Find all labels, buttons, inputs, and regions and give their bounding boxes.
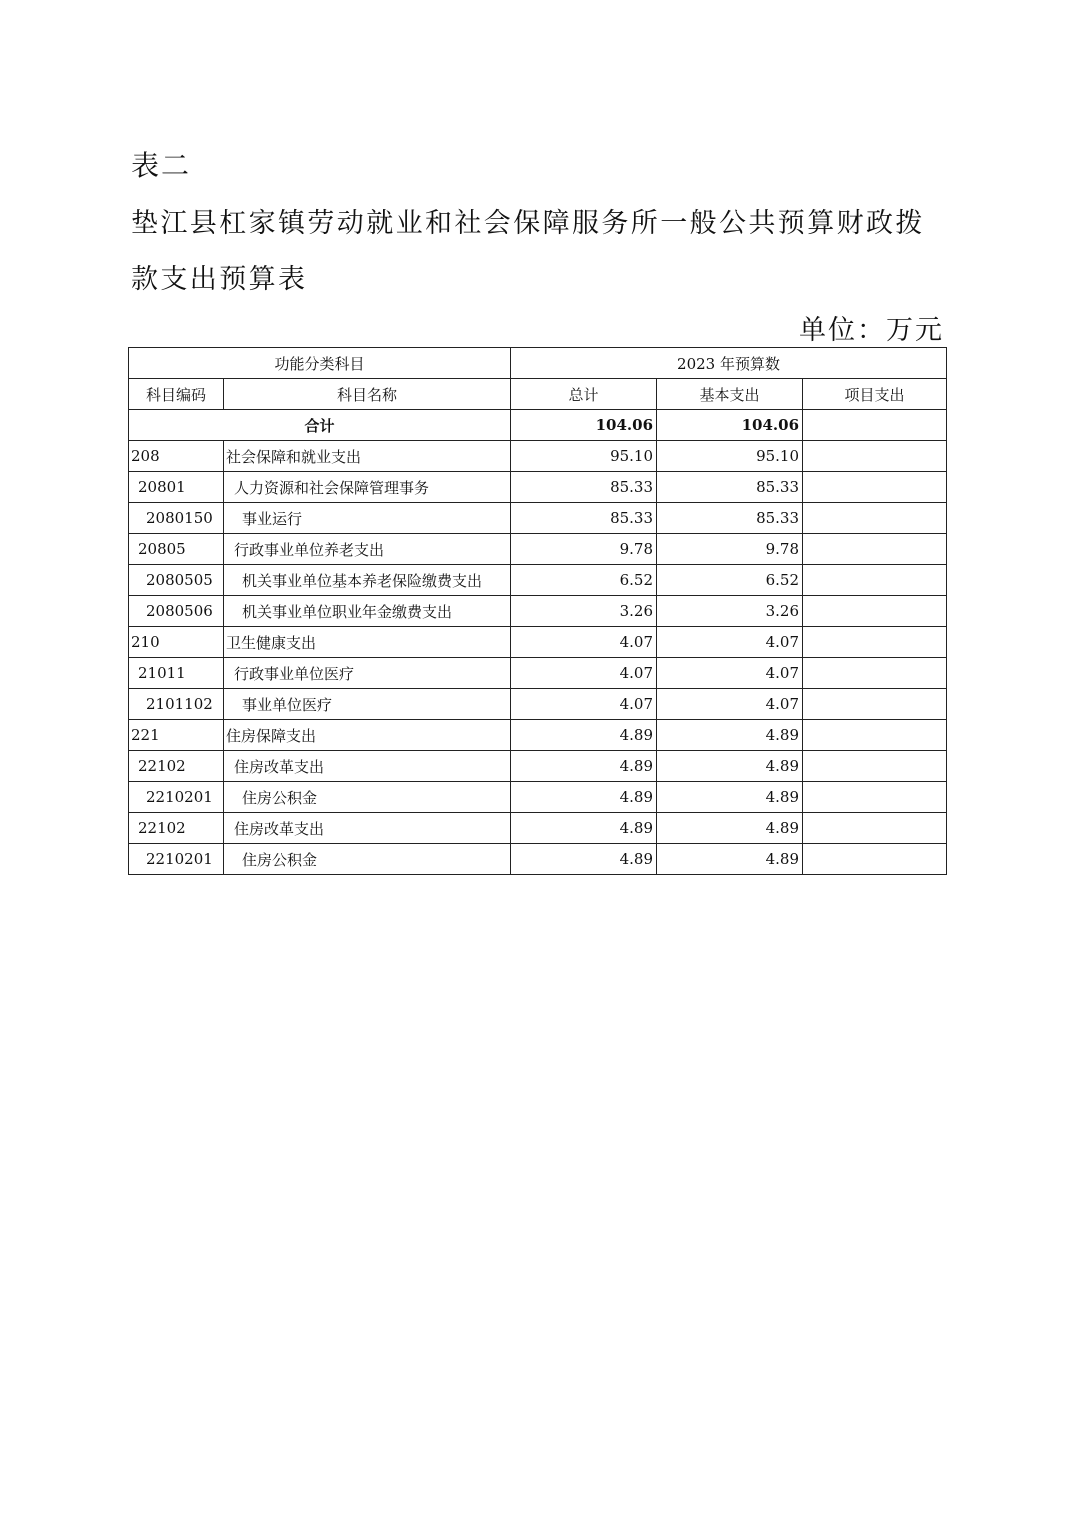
- row-name: 人力资源和社会保障管理事务: [224, 472, 511, 503]
- row-code: 2080506: [129, 596, 224, 627]
- table-label: 表二: [131, 149, 192, 182]
- row-total: 4.07: [511, 627, 657, 658]
- row-total: 4.89: [511, 844, 657, 875]
- row-basic: 4.07: [657, 627, 803, 658]
- row-total: 85.33: [511, 503, 657, 534]
- table-row: [129, 441, 947, 472]
- row-name: 行政事业单位医疗: [224, 658, 511, 689]
- header-basic: 基本支出: [657, 379, 803, 410]
- row-name: 机关事业单位职业年金缴费支出: [224, 596, 511, 627]
- row-basic: 4.89: [657, 782, 803, 813]
- row-project: [803, 751, 947, 782]
- row-project: [803, 596, 947, 627]
- sum-label: 合计: [129, 410, 511, 441]
- table-row: [129, 503, 947, 534]
- header-code: 科目编码: [129, 379, 224, 410]
- row-total: 4.89: [511, 720, 657, 751]
- row-code: 20805: [129, 534, 224, 565]
- unit-label: 单位：万元: [799, 315, 944, 346]
- row-project: [803, 627, 947, 658]
- row-name: 住房公积金: [224, 782, 511, 813]
- header-column-row: [129, 379, 947, 410]
- table-row: [129, 472, 947, 503]
- row-code: 221: [129, 720, 224, 751]
- row-project: [803, 720, 947, 751]
- row-name: 事业运行: [224, 503, 511, 534]
- sum-basic: 104.06: [657, 410, 803, 441]
- header-project: 项目支出: [803, 379, 947, 410]
- row-total: 3.26: [511, 596, 657, 627]
- table-row: [129, 782, 947, 813]
- row-basic: 9.78: [657, 534, 803, 565]
- row-total: 4.07: [511, 658, 657, 689]
- row-basic: 85.33: [657, 472, 803, 503]
- row-code: 2101102: [129, 689, 224, 720]
- header-function-category: 功能分类科目: [129, 348, 511, 379]
- row-basic: 4.89: [657, 751, 803, 782]
- sum-row: [129, 410, 947, 441]
- row-code: 210: [129, 627, 224, 658]
- row-total: 6.52: [511, 565, 657, 596]
- row-total: 4.89: [511, 782, 657, 813]
- row-basic: 3.26: [657, 596, 803, 627]
- table-row: [129, 813, 947, 844]
- sum-total: 104.06: [511, 410, 657, 441]
- row-total: 4.89: [511, 813, 657, 844]
- row-basic: 4.89: [657, 813, 803, 844]
- row-basic: 4.89: [657, 844, 803, 875]
- row-code: 22102: [129, 751, 224, 782]
- table-row: [129, 689, 947, 720]
- table-row: [129, 844, 947, 875]
- row-total: 95.10: [511, 441, 657, 472]
- row-basic: 4.07: [657, 658, 803, 689]
- row-project: [803, 658, 947, 689]
- row-project: [803, 534, 947, 565]
- row-name: 住房改革支出: [224, 813, 511, 844]
- page-title: 垫江县杠家镇劳动就业和社会保障服务所一般公共预算财政拨款支出预算表: [131, 208, 925, 295]
- table-row: [129, 720, 947, 751]
- row-basic: 4.07: [657, 689, 803, 720]
- header-budget-year: 2023 年预算数: [511, 348, 947, 379]
- row-total: 4.07: [511, 689, 657, 720]
- row-total: 85.33: [511, 472, 657, 503]
- header-total: 总计: [511, 379, 657, 410]
- row-total: 4.89: [511, 751, 657, 782]
- sum-project: [803, 410, 947, 441]
- row-name: 住房公积金: [224, 844, 511, 875]
- row-code: 21011: [129, 658, 224, 689]
- row-code: 208: [129, 441, 224, 472]
- row-project: [803, 689, 947, 720]
- row-code: 22102: [129, 813, 224, 844]
- row-project: [803, 503, 947, 534]
- row-name: 卫生健康支出: [224, 627, 511, 658]
- row-code: 20801: [129, 472, 224, 503]
- row-project: [803, 565, 947, 596]
- header-name: 科目名称: [224, 379, 511, 410]
- row-project: [803, 844, 947, 875]
- table-row: [129, 658, 947, 689]
- table-row: [129, 627, 947, 658]
- budget-table: [128, 347, 947, 875]
- row-project: [803, 813, 947, 844]
- table-row: [129, 534, 947, 565]
- row-name: 行政事业单位养老支出: [224, 534, 511, 565]
- table-row: [129, 751, 947, 782]
- row-name: 社会保障和就业支出: [224, 441, 511, 472]
- row-basic: 95.10: [657, 441, 803, 472]
- row-code: 2210201: [129, 782, 224, 813]
- row-name: 机关事业单位基本养老保险缴费支出: [224, 565, 511, 596]
- row-basic: 6.52: [657, 565, 803, 596]
- row-project: [803, 472, 947, 503]
- row-code: 2080150: [129, 503, 224, 534]
- row-total: 9.78: [511, 534, 657, 565]
- table-row: [129, 565, 947, 596]
- row-project: [803, 441, 947, 472]
- header-group-row: [129, 348, 947, 379]
- row-name: 住房保障支出: [224, 720, 511, 751]
- row-basic: 4.89: [657, 720, 803, 751]
- row-project: [803, 782, 947, 813]
- table-row: [129, 596, 947, 627]
- row-basic: 85.33: [657, 503, 803, 534]
- row-code: 2210201: [129, 844, 224, 875]
- row-name: 住房改革支出: [224, 751, 511, 782]
- row-code: 2080505: [129, 565, 224, 596]
- row-name: 事业单位医疗: [224, 689, 511, 720]
